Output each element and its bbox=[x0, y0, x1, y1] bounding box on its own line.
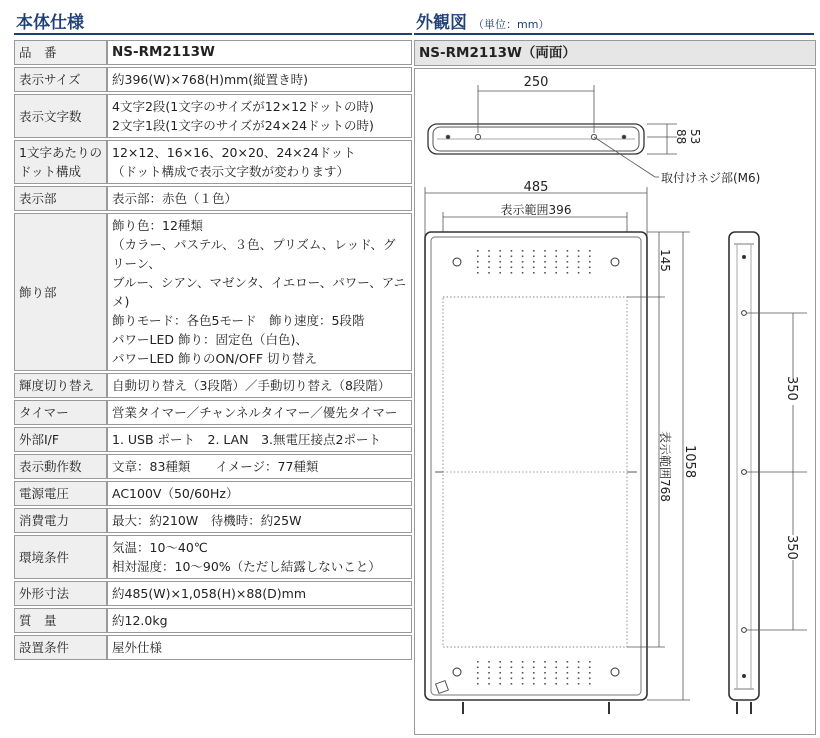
dim-display-396: 表示範囲396 bbox=[500, 203, 572, 217]
spec-value bbox=[107, 481, 412, 506]
spec-row bbox=[14, 213, 412, 371]
spec-label: 環境条件 bbox=[14, 535, 107, 579]
side-view bbox=[729, 232, 759, 714]
led-dot bbox=[499, 272, 501, 274]
led-dot bbox=[511, 678, 513, 680]
dim-485: 485 bbox=[523, 180, 549, 195]
led-dot bbox=[477, 661, 479, 663]
spec-row bbox=[14, 581, 412, 606]
led-dot bbox=[544, 267, 546, 269]
spec-value-line: 営業タイマー／チャンネルタイマー／優先タイマー bbox=[112, 405, 398, 420]
spec-value bbox=[107, 140, 412, 184]
spec-label: 設置条件 bbox=[14, 635, 107, 660]
led-dot bbox=[488, 672, 490, 674]
spec-row bbox=[14, 186, 412, 211]
spec-value-line: 相対湿度：10～90%（ただし結露しないこと） bbox=[112, 559, 381, 574]
spec-label: 外形寸法 bbox=[14, 581, 107, 606]
spec-value-line: AC100V（50/60Hz） bbox=[112, 486, 239, 501]
led-dot bbox=[511, 261, 513, 263]
led-dot bbox=[499, 256, 501, 258]
top-view bbox=[428, 124, 644, 154]
spec-table bbox=[14, 38, 412, 662]
spec-value-line: 約396(W)×768(H)mm(縦置き時) bbox=[112, 72, 309, 87]
led-dot bbox=[555, 256, 557, 258]
spec-value-line: 文章：83種類 イメージ：77種類 bbox=[112, 459, 319, 474]
spec-label: 表示動作数 bbox=[14, 454, 107, 479]
spec-value-line: 飾り色：12種類 bbox=[112, 218, 203, 233]
led-dot bbox=[499, 672, 501, 674]
spec-value-line: パワーLED 飾り：固定色（白色)、 bbox=[112, 332, 308, 347]
spec-label: 品 番 bbox=[14, 40, 107, 65]
spec-label: 表示サイズ bbox=[14, 67, 107, 92]
led-dot bbox=[567, 272, 569, 274]
led-dot bbox=[477, 261, 479, 263]
led-dot bbox=[578, 272, 580, 274]
led-dot bbox=[511, 272, 513, 274]
led-dot bbox=[499, 267, 501, 269]
led-dot bbox=[522, 667, 524, 669]
led-dot bbox=[522, 672, 524, 674]
led-dot bbox=[477, 250, 479, 252]
led-dot bbox=[522, 250, 524, 252]
front-view bbox=[425, 232, 647, 714]
spec-row bbox=[14, 400, 412, 425]
led-dot bbox=[499, 661, 501, 663]
drawing-title-rule bbox=[414, 33, 814, 35]
spec-value-line: 最大：約210W 待機時：約25W bbox=[112, 513, 302, 528]
led-dot bbox=[511, 256, 513, 258]
spec-value-line: 4文字2段(1文字のサイズが12×12ドットの時) bbox=[112, 99, 374, 114]
led-dot bbox=[578, 661, 580, 663]
led-dot bbox=[488, 267, 490, 269]
led-dot bbox=[533, 667, 535, 669]
dim-145: 145 bbox=[658, 249, 672, 272]
spec-row bbox=[14, 94, 412, 138]
spec-value bbox=[107, 40, 412, 65]
led-dot bbox=[511, 250, 513, 252]
led-dot bbox=[488, 667, 490, 669]
spec-value-line: 2文字1段(1文字のサイズが24×24ドットの時) bbox=[112, 118, 374, 133]
spec-row bbox=[14, 427, 412, 452]
led-dot bbox=[499, 261, 501, 263]
spec-value-line: 約485(W)×1,058(H)×88(D)mm bbox=[112, 586, 306, 601]
led-dot bbox=[488, 250, 490, 252]
dim-88: 88 bbox=[674, 129, 688, 145]
led-dot bbox=[533, 672, 535, 674]
led-dot bbox=[544, 672, 546, 674]
led-dot bbox=[555, 667, 557, 669]
spec-row bbox=[14, 67, 412, 92]
spec-value bbox=[107, 400, 412, 425]
spec-value bbox=[107, 94, 412, 138]
led-dot bbox=[488, 678, 490, 680]
drawing-unit: （単位：mm） bbox=[473, 18, 550, 31]
led-dot bbox=[511, 661, 513, 663]
spec-value bbox=[107, 508, 412, 533]
led-dot bbox=[477, 678, 479, 680]
spec-label: 質 量 bbox=[14, 608, 107, 633]
led-dot bbox=[477, 672, 479, 674]
spec-section-title: 本体仕様 bbox=[16, 13, 84, 33]
spec-value bbox=[107, 373, 412, 398]
led-dot bbox=[522, 661, 524, 663]
led-dot bbox=[589, 672, 591, 674]
dim-350-lower: 350 bbox=[784, 535, 799, 560]
led-dot bbox=[511, 672, 513, 674]
led-dot bbox=[522, 261, 524, 263]
spec-label: 外部I/F bbox=[14, 427, 107, 452]
spec-value-line: パワーLED 飾りのON/OFF 切り替え bbox=[112, 351, 318, 366]
led-dot bbox=[522, 272, 524, 274]
led-dot bbox=[488, 256, 490, 258]
led-dot bbox=[578, 256, 580, 258]
screw-label: 取付けネジ部(M6) bbox=[661, 171, 761, 185]
spec-label: タイマー bbox=[14, 400, 107, 425]
led-dot bbox=[533, 661, 535, 663]
drawing-svg bbox=[415, 69, 815, 734]
led-dot bbox=[544, 667, 546, 669]
spec-value bbox=[107, 427, 412, 452]
spec-label: 消費電力 bbox=[14, 508, 107, 533]
spec-row bbox=[14, 608, 412, 633]
spec-value bbox=[107, 186, 412, 211]
led-dot bbox=[533, 272, 535, 274]
spec-value-line: 12×12、16×16、20×20、24×24ドット bbox=[112, 145, 356, 160]
dim-1058: 1058 bbox=[682, 445, 697, 479]
led-dot bbox=[511, 683, 513, 685]
led-dot bbox=[533, 683, 535, 685]
led-dot bbox=[567, 672, 569, 674]
spec-value-line: 1. USB ポート 2. LAN 3.無電圧接点2ポート bbox=[112, 432, 381, 447]
led-dot bbox=[522, 256, 524, 258]
led-dot bbox=[567, 261, 569, 263]
spec-value-line: NS-RM2113W bbox=[112, 44, 215, 60]
led-dot bbox=[533, 250, 535, 252]
spec-value-line: ブルー、シアン、マゼンタ、イエロー、パワー、アニメ) bbox=[112, 275, 407, 309]
spec-value-line: （カラー、パステル、３色、プリズム、レッド、グリーン、 bbox=[112, 237, 396, 271]
spec-row bbox=[14, 508, 412, 533]
spec-row bbox=[14, 373, 412, 398]
led-dot bbox=[511, 267, 513, 269]
spec-row bbox=[14, 635, 412, 660]
led-dot bbox=[555, 250, 557, 252]
led-dot bbox=[499, 678, 501, 680]
spec-label: 1文字あたりのドット構成 bbox=[14, 140, 107, 184]
drawing-section-title bbox=[416, 8, 549, 33]
led-dot bbox=[589, 667, 591, 669]
led-dot bbox=[567, 683, 569, 685]
spec-value-line: 気温：10～40℃ bbox=[112, 540, 208, 555]
spec-value bbox=[107, 608, 412, 633]
led-dot bbox=[555, 272, 557, 274]
led-dot bbox=[578, 678, 580, 680]
led-dot bbox=[589, 250, 591, 252]
led-dot bbox=[499, 250, 501, 252]
led-dot bbox=[589, 272, 591, 274]
led-dot bbox=[544, 683, 546, 685]
spec-value bbox=[107, 635, 412, 660]
spec-label: 表示文字数 bbox=[14, 94, 107, 138]
dim-350-upper: 350 bbox=[784, 376, 799, 401]
led-dot bbox=[533, 261, 535, 263]
spec-value-line: 表示部：赤色（１色） bbox=[112, 191, 238, 206]
led-dot bbox=[578, 683, 580, 685]
led-dot bbox=[522, 267, 524, 269]
led-dot bbox=[488, 261, 490, 263]
spec-row bbox=[14, 535, 412, 579]
spec-value-line: 自動切り替え（3段階）／手動切り替え（8段階） bbox=[112, 378, 391, 393]
led-dot bbox=[488, 661, 490, 663]
spec-value-line: 飾りモード：各色5モード 飾り速度：5段階 bbox=[112, 313, 365, 328]
spec-label: 電源電圧 bbox=[14, 481, 107, 506]
spec-label: 輝度切り替え bbox=[14, 373, 107, 398]
led-dot bbox=[589, 261, 591, 263]
led-dot bbox=[477, 272, 479, 274]
led-dot bbox=[555, 672, 557, 674]
led-dot bbox=[488, 272, 490, 274]
dim-250: 250 bbox=[523, 75, 549, 90]
led-dot bbox=[533, 678, 535, 680]
led-dot bbox=[555, 267, 557, 269]
led-dot bbox=[511, 667, 513, 669]
led-dot bbox=[578, 672, 580, 674]
led-dot bbox=[567, 661, 569, 663]
spec-label: 表示部 bbox=[14, 186, 107, 211]
spec-title-rule bbox=[14, 33, 412, 35]
drawing-model-header: NS-RM2113W（両面） bbox=[414, 40, 816, 66]
led-dot bbox=[477, 683, 479, 685]
led-dot bbox=[567, 667, 569, 669]
led-dot bbox=[499, 683, 501, 685]
spec-row bbox=[14, 481, 412, 506]
led-dot bbox=[544, 250, 546, 252]
spec-row bbox=[14, 454, 412, 479]
spec-value-line: 屋外仕様 bbox=[112, 640, 163, 655]
spec-row bbox=[14, 140, 412, 184]
spec-value-line: 約12.0kg bbox=[112, 613, 168, 628]
led-dot bbox=[589, 683, 591, 685]
led-dot bbox=[578, 667, 580, 669]
led-dot bbox=[533, 267, 535, 269]
spec-value bbox=[107, 454, 412, 479]
led-dot bbox=[522, 683, 524, 685]
led-dot bbox=[589, 267, 591, 269]
led-dot bbox=[544, 272, 546, 274]
led-dot bbox=[499, 667, 501, 669]
led-dot bbox=[578, 261, 580, 263]
spec-value bbox=[107, 213, 412, 371]
dim-display-768: 表示範囲768 bbox=[658, 431, 672, 502]
led-dot bbox=[544, 261, 546, 263]
led-dot bbox=[522, 678, 524, 680]
external-drawing bbox=[414, 68, 816, 735]
dim-53: 53 bbox=[688, 129, 702, 145]
led-dot bbox=[544, 678, 546, 680]
led-dot bbox=[578, 250, 580, 252]
spec-value bbox=[107, 581, 412, 606]
led-dot bbox=[589, 256, 591, 258]
led-dot bbox=[567, 250, 569, 252]
led-dot bbox=[555, 661, 557, 663]
led-dot bbox=[555, 683, 557, 685]
led-dot bbox=[567, 678, 569, 680]
led-dot bbox=[567, 267, 569, 269]
led-dot bbox=[555, 261, 557, 263]
led-dot bbox=[555, 678, 557, 680]
drawing-title-text: 外観図 bbox=[416, 13, 467, 33]
spec-label: 飾り部 bbox=[14, 213, 107, 371]
led-dot bbox=[533, 256, 535, 258]
spec-value-line: （ドット構成で表示文字数が変わります） bbox=[112, 164, 350, 179]
led-dot bbox=[578, 267, 580, 269]
led-dot bbox=[589, 661, 591, 663]
led-dot bbox=[589, 678, 591, 680]
led-dot bbox=[567, 256, 569, 258]
led-dot bbox=[477, 256, 479, 258]
led-dot bbox=[477, 667, 479, 669]
led-dot bbox=[477, 267, 479, 269]
led-dot bbox=[488, 683, 490, 685]
led-dot bbox=[544, 661, 546, 663]
spec-row bbox=[14, 40, 412, 65]
spec-value bbox=[107, 535, 412, 579]
led-dot bbox=[544, 256, 546, 258]
spec-value bbox=[107, 67, 412, 92]
